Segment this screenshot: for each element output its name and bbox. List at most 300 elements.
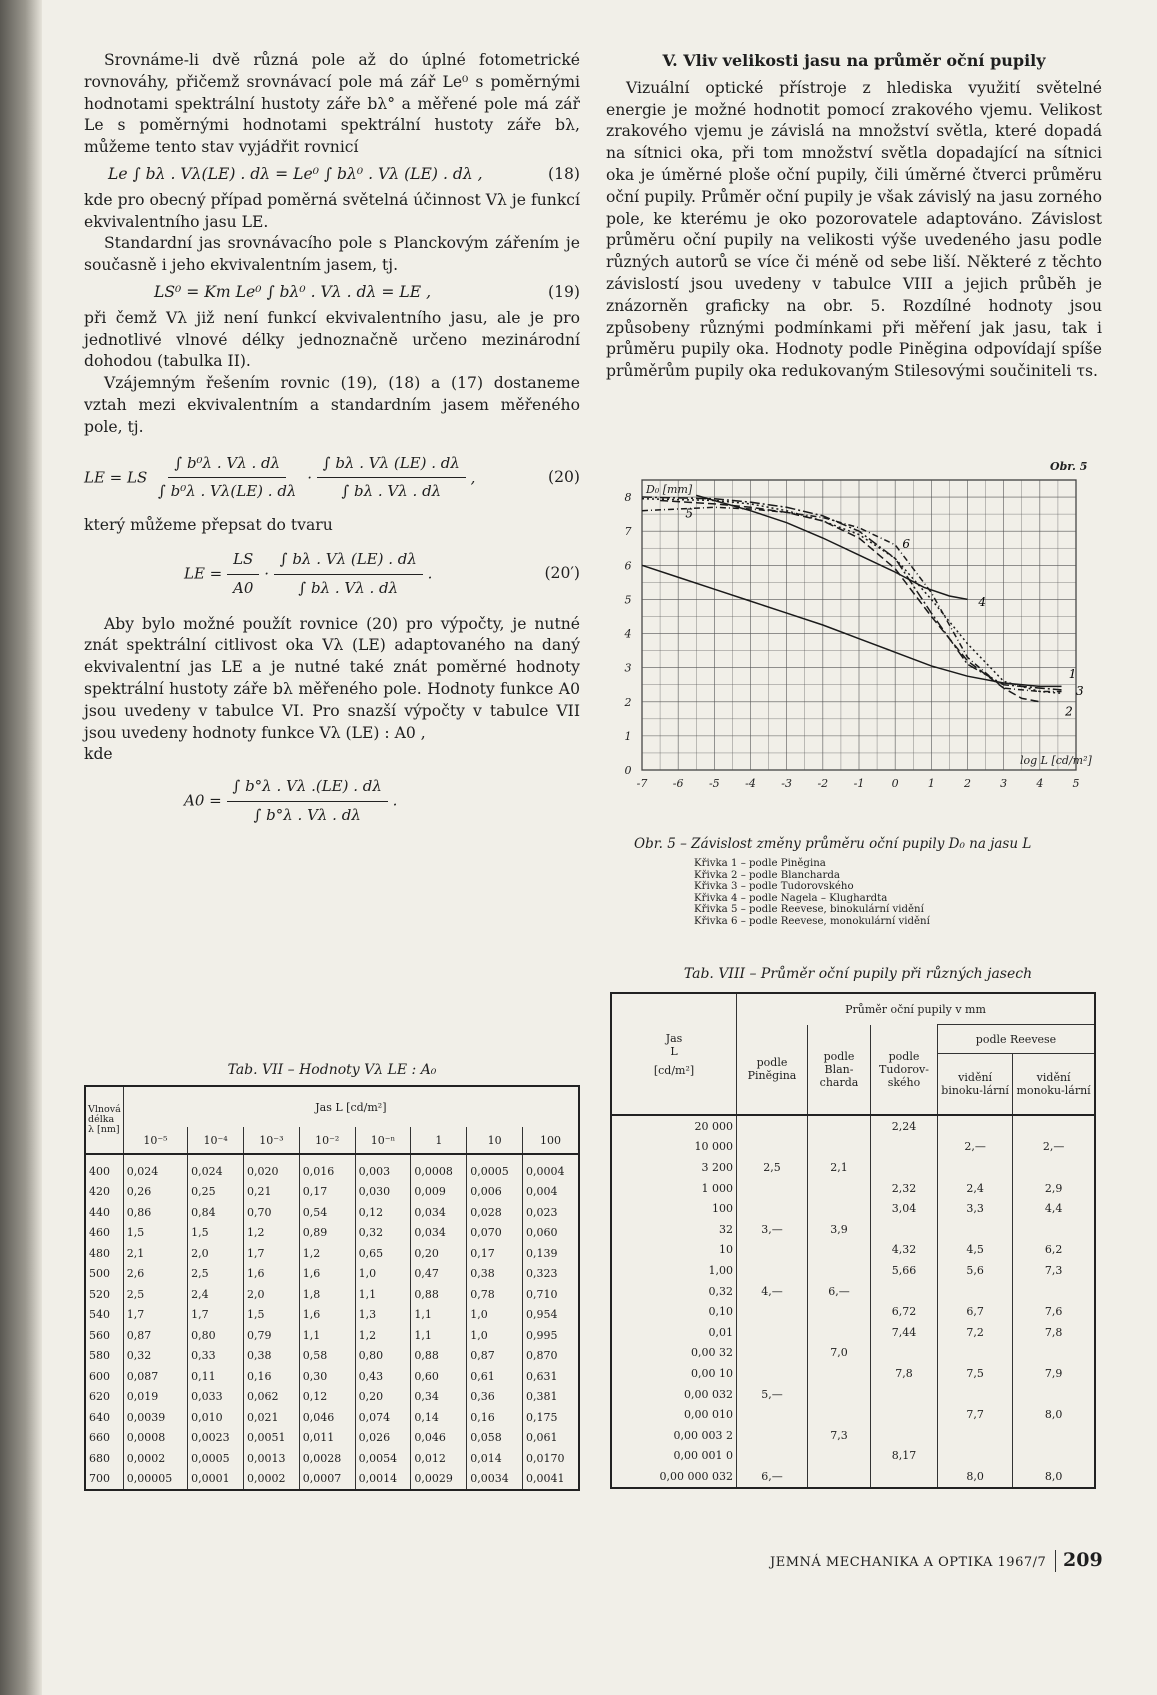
table-cell: 8,17: [871, 1446, 938, 1467]
table-cell: 6,2: [1013, 1240, 1095, 1261]
table-cell: [808, 1240, 871, 1261]
series-5-label: 5: [685, 506, 694, 521]
table-cell: [938, 1219, 1013, 1240]
table-cell: 1,3: [355, 1305, 411, 1326]
table-cell: 1,2: [355, 1325, 411, 1346]
table-cell: [1013, 1343, 1095, 1364]
table-row: [85, 1202, 579, 1223]
table-cell: 0,026: [355, 1428, 411, 1449]
y-axis-label: D₀ [mm]: [646, 483, 693, 496]
table-cell: 20 000: [611, 1115, 737, 1137]
table-cell: 540: [85, 1305, 123, 1326]
paragraph: Vizuální optické přístroje z hlediska využití světelné energie je možné hodnotit pomocí zrakového vjemu. Velikost zrakového vjemu je závislá na množství světla, které dopadá na sítnici oka, při tom množství světla dopadající na sítnici oka je úměrné ploše oční pupily, čili úměrné čtverci průměru oční pupily. Průměr oční pupily je však závislý na jasu zorného pole, ke kterému je oko pozorovatele adaptováno. Závislost průměru oční pupily na velikosti výše uvedeného jasu podle různých autorů se více či méně od sebe liší. Některé z těchto závislostí jsou uvedeny v tabulce VIII a jejich průběh je znázorněn graficky na obr. 5. Rozdílné hodnoty jsou způsobeny různými podmínkami při měření jak jasu, tak i průměru pupily oka. Hodnoty podle Piněgina odpovídají spíše průměrům pupily oka redukovaným Stilesovými součiniteli τs.: [606, 78, 1102, 381]
table-cell: [737, 1301, 808, 1322]
table-cell: 0,10: [611, 1301, 737, 1322]
table-cell: 4,32: [871, 1240, 938, 1261]
table-cell: 0,019: [123, 1387, 187, 1408]
table-row: [85, 1346, 579, 1367]
table-cell: 0,030: [355, 1182, 411, 1203]
table-cell: 0,046: [299, 1407, 355, 1428]
table-cell: 700: [85, 1469, 123, 1491]
table-cell: 0,009: [411, 1182, 467, 1203]
table-cell: [938, 1281, 1013, 1302]
table-cell: [871, 1343, 938, 1364]
table-cell: 0,00 010: [611, 1404, 737, 1425]
legend-entry: Křivka 2 – podle Blancharda: [694, 869, 840, 881]
table-cell: 0,12: [355, 1202, 411, 1223]
table-row: [85, 1154, 579, 1182]
table-cell: 7,0: [808, 1343, 871, 1364]
table-cell: 0,024: [188, 1154, 244, 1182]
series-1-line: [642, 565, 1062, 686]
x-tick-label: -3: [781, 777, 793, 790]
table-cell: [871, 1137, 938, 1158]
figure-5-chart: [620, 450, 1106, 810]
table-cell: 1,1: [411, 1325, 467, 1346]
table-cell: 1,00: [611, 1260, 737, 1281]
table-cell: 0,0014: [355, 1469, 411, 1491]
table-cell: 2,0: [243, 1284, 299, 1305]
table-cell: 0,139: [523, 1243, 579, 1264]
table-cell: 10: [611, 1240, 737, 1261]
table-cell: 8,0: [1013, 1404, 1095, 1425]
table-cell: 0,25: [188, 1182, 244, 1203]
table-vii-col: 10⁻²: [299, 1127, 355, 1154]
table-cell: 640: [85, 1407, 123, 1428]
table-cell: [808, 1137, 871, 1158]
table-cell: 0,54: [299, 1202, 355, 1223]
table-cell: [808, 1404, 871, 1425]
series-1-label: 1: [1068, 666, 1077, 681]
table-cell: 0,16: [467, 1407, 523, 1428]
table-cell: [737, 1322, 808, 1343]
table-cell: [737, 1446, 808, 1467]
table-cell: 0,061: [523, 1428, 579, 1449]
x-tick-label: -2: [817, 777, 829, 790]
table-vii-rowhead: Vlnová délka λ [nm]: [85, 1086, 123, 1154]
table-cell: 0,006: [467, 1182, 523, 1203]
table-vii-col: 10⁻⁴: [188, 1127, 244, 1154]
table-cell: 0,074: [355, 1407, 411, 1428]
table-cell: 0,0013: [243, 1448, 299, 1469]
equation-20: LE = LS $\frac{\text{∫ b⁰λ . Vλ . dλ}}{\text{∫ b⁰λ . Vλ(LE) . dλ}}$ · $\frac{\int b\lambda . V\lambda (LE) . d\lambda}{\int b\lambda . V\lambda . d\lambda}$ , (20): [84, 453, 580, 501]
table-viii-title: Tab. VIII – Průměr oční pupily při různých jasech: [683, 966, 1033, 982]
x-tick-label: -4: [745, 777, 756, 790]
table-cell: [737, 1425, 808, 1446]
table-viii-subgroup: podle Reevese: [938, 1025, 1096, 1054]
table-cell: 0,84: [188, 1202, 244, 1223]
table-cell: 0,32: [611, 1281, 737, 1302]
table-cell: 0,38: [243, 1346, 299, 1367]
table-cell: 1,0: [355, 1264, 411, 1285]
table-cell: 0,0023: [188, 1428, 244, 1449]
table-row: [611, 1363, 1095, 1384]
table-row: [85, 1284, 579, 1305]
table-cell: 4,—: [737, 1281, 808, 1302]
table-cell: [871, 1281, 938, 1302]
table-cell: 0,0002: [243, 1469, 299, 1491]
legend-entry: Křivka 5 – podle Reevese, binokulární vidění: [694, 904, 924, 916]
table-cell: 1,8: [299, 1284, 355, 1305]
table-cell: 0,30: [299, 1366, 355, 1387]
table-cell: 0,028: [467, 1202, 523, 1223]
table-cell: 1,5: [243, 1305, 299, 1326]
table-cell: 0,012: [411, 1448, 467, 1469]
table-cell: 1,1: [299, 1325, 355, 1346]
table-viii-col: podle Tudorov-ského: [871, 1025, 938, 1116]
table-cell: 0,023: [523, 1202, 579, 1223]
table-cell: 0,00 032: [611, 1384, 737, 1405]
table-cell: 0,0034: [467, 1469, 523, 1491]
table-cell: 660: [85, 1428, 123, 1449]
table-cell: 1,6: [299, 1264, 355, 1285]
table-cell: 0,38: [467, 1264, 523, 1285]
table-cell: 0,26: [123, 1182, 187, 1203]
table-cell: [808, 1363, 871, 1384]
table-row: [611, 1446, 1095, 1467]
x-tick-label: 3: [1000, 777, 1008, 790]
table-cell: 10 000: [611, 1137, 737, 1158]
table-cell: 0,88: [411, 1346, 467, 1367]
table-cell: 0,87: [467, 1346, 523, 1367]
table-row: [85, 1387, 579, 1408]
table-cell: [808, 1198, 871, 1219]
table-viii-group: Průměr oční pupily v mm: [737, 993, 1096, 1025]
table-cell: 0,021: [243, 1407, 299, 1428]
table-cell: 0,004: [523, 1182, 579, 1203]
table-cell: 0,80: [188, 1325, 244, 1346]
page-number: 209: [1063, 1549, 1103, 1571]
table-cell: 32: [611, 1219, 737, 1240]
table-cell: 0,32: [355, 1223, 411, 1244]
table-cell: 0,17: [299, 1182, 355, 1203]
table-cell: 7,8: [871, 1363, 938, 1384]
table-cell: 2,4: [938, 1178, 1013, 1199]
table-cell: 8,0: [1013, 1466, 1095, 1488]
table-cell: 0,58: [299, 1346, 355, 1367]
right-column: [606, 50, 1102, 383]
x-axis-label: log L [cd/m²]: [1020, 754, 1092, 767]
x-tick-label: -1: [853, 777, 865, 790]
legend-entry: Křivka 3 – podle Tudorovského: [694, 881, 854, 893]
table-cell: 2,9: [1013, 1178, 1095, 1199]
table-cell: [938, 1343, 1013, 1364]
table-cell: 0,78: [467, 1284, 523, 1305]
table-cell: 0,47: [411, 1264, 467, 1285]
table-cell: 0,36: [467, 1387, 523, 1408]
left-column: [84, 50, 580, 837]
table-row: [611, 1322, 1095, 1343]
table-cell: 1,6: [243, 1264, 299, 1285]
table-cell: 0,11: [188, 1366, 244, 1387]
x-tick-label: 2: [964, 777, 971, 790]
table-vii-colgroup: Jas L [cd/m²]: [123, 1086, 579, 1127]
y-tick-label: 0: [624, 764, 632, 777]
table-cell: 0,046: [411, 1428, 467, 1449]
legend-entry: Křivka 6 – podle Reevese, monokulární vidění: [694, 915, 930, 927]
table-cell: 0,381: [523, 1387, 579, 1408]
y-tick-label: 7: [624, 525, 632, 539]
legend-entry: Křivka 4 – podle Nagela – Klughardta: [694, 892, 888, 904]
table-cell: [1013, 1446, 1095, 1467]
table-cell: 8,0: [938, 1466, 1013, 1488]
table-row: [85, 1469, 579, 1491]
legend-entry: Křivka 1 – podle Piněgina: [694, 858, 826, 869]
series-4-line: [696, 495, 967, 599]
table-cell: [1013, 1425, 1095, 1446]
x-tick-label: 4: [1036, 777, 1044, 790]
table-cell: 0,323: [523, 1264, 579, 1285]
paragraph: kde pro obecný případ poměrná světelná účinnost Vλ je funkcí ekvivalentního jasu LE.: [84, 190, 580, 231]
table-viii-col: podle Pinĕgina: [737, 1025, 808, 1116]
section-heading: V. Vliv velikosti jasu na průměr oční pupily: [662, 51, 1046, 70]
x-tick-label: -5: [708, 777, 720, 790]
table-row: [611, 1343, 1095, 1364]
table-cell: 3,04: [871, 1198, 938, 1219]
table-cell: 420: [85, 1182, 123, 1203]
table-cell: 0,014: [467, 1448, 523, 1469]
table-cell: 1,0: [467, 1305, 523, 1326]
table-cell: 6,72: [871, 1301, 938, 1322]
table-cell: 0,995: [523, 1325, 579, 1346]
table-vii-title: Tab. VII – Hodnoty Vλ LE : A₀: [227, 1062, 437, 1078]
table-row: [611, 1198, 1095, 1219]
table-cell: 0,010: [188, 1407, 244, 1428]
series-4-label: 4: [978, 595, 986, 610]
table-cell: 7,6: [1013, 1301, 1095, 1322]
table-cell: 0,0054: [355, 1448, 411, 1469]
table-cell: 0,89: [299, 1223, 355, 1244]
table-cell: 0,631: [523, 1366, 579, 1387]
equation-18: Le ∫ bλ . Vλ(LE) . dλ = Le⁰ ∫ bλ⁰ . Vλ (LE) . dλ , (18): [108, 164, 580, 183]
table-cell: 0,060: [523, 1223, 579, 1244]
table-row: [85, 1407, 579, 1428]
table-viii: [610, 992, 1096, 1489]
table-cell: 3 200: [611, 1157, 737, 1178]
table-cell: 0,024: [123, 1154, 187, 1182]
table-cell: 0,00 32: [611, 1343, 737, 1364]
y-tick-label: 3: [624, 661, 632, 675]
table-cell: 2,0: [188, 1243, 244, 1264]
table-cell: 3,—: [737, 1219, 808, 1240]
table-cell: 0,011: [299, 1428, 355, 1449]
table-cell: 0,0028: [299, 1448, 355, 1469]
table-cell: 0,20: [355, 1387, 411, 1408]
table-cell: [737, 1115, 808, 1137]
table-cell: 0,12: [299, 1387, 355, 1408]
table-cell: 2,1: [808, 1157, 871, 1178]
table-cell: 1,2: [243, 1223, 299, 1244]
table-cell: [938, 1115, 1013, 1137]
table-vii: [84, 1085, 580, 1491]
table-cell: [938, 1425, 1013, 1446]
table-cell: 0,0001: [188, 1469, 244, 1491]
paragraph: Srovnáme-li dvě různá pole až do úplné fotometrické rovnováhy, přičemž srovnávací pole má zář Le⁰ s poměrnými hodnotami spektrální hustoty záře bλ° a měřené pole má zář Le s poměrnými hodnotami spektrální hustoty záře bλ, můžeme tento stav vyjádřit rovnicí: [84, 51, 580, 157]
table-cell: 7,7: [938, 1404, 1013, 1425]
table-cell: [808, 1322, 871, 1343]
table-cell: 4,5: [938, 1240, 1013, 1261]
paragraph: kde: [84, 745, 113, 764]
table-cell: 0,0170: [523, 1448, 579, 1469]
table-cell: 0,710: [523, 1284, 579, 1305]
table-cell: 0,0008: [411, 1154, 467, 1182]
y-tick-label: 6: [624, 559, 632, 573]
table-cell: [808, 1384, 871, 1405]
table-cell: 7,2: [938, 1322, 1013, 1343]
table-cell: 2,32: [871, 1178, 938, 1199]
table-vii-col: 10⁻ⁿ: [355, 1127, 411, 1154]
paragraph: Vzájemným řešením rovnic (19), (18) a (17) dostaneme vztah mezi ekvivalentním a standardním jasem měřeného pole, tj.: [84, 374, 580, 436]
table-cell: 0,01: [611, 1322, 737, 1343]
table-cell: 0,00 003 2: [611, 1425, 737, 1446]
table-cell: 0,0004: [523, 1154, 579, 1182]
table-cell: 0,062: [243, 1387, 299, 1408]
table-row: [611, 1115, 1095, 1137]
table-cell: [871, 1157, 938, 1178]
table-cell: [808, 1466, 871, 1488]
x-tick-label: 5: [1072, 777, 1080, 790]
chart-title: Obr. 5: [1050, 460, 1088, 473]
table-cell: 0,00 001 0: [611, 1446, 737, 1467]
table-cell: [737, 1240, 808, 1261]
table-cell: 1 000: [611, 1178, 737, 1199]
table-cell: 600: [85, 1366, 123, 1387]
table-row: [85, 1223, 579, 1244]
table-cell: 0,79: [243, 1325, 299, 1346]
table-cell: 0,0029: [411, 1469, 467, 1491]
table-cell: [737, 1404, 808, 1425]
table-cell: 0,86: [123, 1202, 187, 1223]
equation-20-prime: LE = $\frac{LS}{A0}$ · $\frac{\int b\lambda . V\lambda (LE) . d\lambda}{\int b\lambda . V\lambda . d\lambda}$ . (20′): [184, 549, 580, 597]
figure-5-legend: [694, 858, 1094, 928]
table-cell: [1013, 1219, 1095, 1240]
table-cell: [808, 1178, 871, 1199]
table-cell: 1,1: [355, 1284, 411, 1305]
table-row: [611, 1384, 1095, 1405]
table-cell: [938, 1384, 1013, 1405]
table-cell: 0,016: [299, 1154, 355, 1182]
table-row: [85, 1305, 579, 1326]
table-cell: 2,6: [123, 1264, 187, 1285]
table-viii-col: vidění binoku-lární: [938, 1054, 1013, 1116]
table-cell: 1,2: [299, 1243, 355, 1264]
paragraph: Aby bylo možné použít rovnice (20) pro výpočty, je nutné znát spektrální citlivost oka Vλ (LE) adaptovaného na daný ekvivalentní jas LE a je nutné také znát poměrné hodnoty spektrální hustoty záře bλ měřeného pole. Hodnoty funkce A0 jsou uvedeny v tabulce VI. Pro snazší výpočty v tabulce VII jsou uvedeny hodnoty funkce Vλ (LE) : A0 ,: [84, 614, 580, 742]
series-6-label: 6: [902, 537, 911, 552]
figure-5-caption: Obr. 5 – Závislost změny průměru oční pupily D₀ na jasu L: [634, 836, 1032, 852]
table-cell: [808, 1115, 871, 1137]
table-cell: 560: [85, 1325, 123, 1346]
table-cell: 0,0005: [467, 1154, 523, 1182]
table-cell: 2,24: [871, 1115, 938, 1137]
table-vii-col: 10⁻³: [243, 1127, 299, 1154]
table-cell: 0,60: [411, 1366, 467, 1387]
table-cell: 0,00 10: [611, 1363, 737, 1384]
table-cell: 5,6: [938, 1260, 1013, 1281]
table-row: [85, 1243, 579, 1264]
table-cell: 680: [85, 1448, 123, 1469]
table-row: [85, 1182, 579, 1203]
table-cell: 7,3: [808, 1425, 871, 1446]
table-cell: 0,80: [355, 1346, 411, 1367]
table-cell: 7,8: [1013, 1322, 1095, 1343]
table-cell: 500: [85, 1264, 123, 1285]
binding-strip: [0, 0, 42, 1695]
table-cell: 2,5: [737, 1157, 808, 1178]
table-cell: 7,3: [1013, 1260, 1095, 1281]
table-cell: 2,1: [123, 1243, 187, 1264]
table-cell: 5,66: [871, 1260, 938, 1281]
table-cell: 0,003: [355, 1154, 411, 1182]
equation-19: LS⁰ = Km Le⁰ ∫ bλ⁰ . Vλ . dλ = LE , (19): [154, 282, 580, 301]
table-row: [611, 1260, 1095, 1281]
table-cell: [871, 1219, 938, 1240]
table-cell: 1,5: [123, 1223, 187, 1244]
table-viii-jas-head: Jas L [cd/m²]: [611, 993, 737, 1115]
table-cell: [808, 1260, 871, 1281]
table-cell: 0,21: [243, 1182, 299, 1203]
series-3-label: 3: [1076, 683, 1084, 698]
table-cell: [737, 1178, 808, 1199]
table-cell: [1013, 1384, 1095, 1405]
table-cell: 6,—: [808, 1281, 871, 1302]
table-cell: [737, 1260, 808, 1281]
table-cell: [808, 1301, 871, 1322]
table-viii-col: vidění monoku-lární: [1013, 1054, 1095, 1116]
table-cell: 0,34: [411, 1387, 467, 1408]
table-cell: 400: [85, 1154, 123, 1182]
footer-rule: [1055, 1550, 1056, 1572]
table-viii-col: podle Blan-charda: [808, 1025, 871, 1116]
table-row: [611, 1281, 1095, 1302]
table-cell: 0,17: [467, 1243, 523, 1264]
table-cell: [1013, 1115, 1095, 1137]
table-cell: 480: [85, 1243, 123, 1264]
table-cell: 0,0039: [123, 1407, 187, 1428]
y-tick-label: 2: [624, 695, 632, 709]
table-cell: 7,9: [1013, 1363, 1095, 1384]
y-tick-label: 8: [624, 491, 632, 505]
table-vii-col: 10: [467, 1127, 523, 1154]
table-row: [85, 1428, 579, 1449]
table-cell: 0,0041: [523, 1469, 579, 1491]
table-row: [611, 1219, 1095, 1240]
table-cell: 0,034: [411, 1202, 467, 1223]
table-cell: [871, 1466, 938, 1488]
table-row: [85, 1264, 579, 1285]
table-cell: 6,7: [938, 1301, 1013, 1322]
table-cell: 0,0007: [299, 1469, 355, 1491]
table-cell: 4,4: [1013, 1198, 1095, 1219]
table-row: [611, 1404, 1095, 1425]
table-row: [85, 1325, 579, 1346]
table-cell: 2,5: [188, 1264, 244, 1285]
table-cell: [871, 1425, 938, 1446]
table-cell: 1,7: [123, 1305, 187, 1326]
x-tick-label: -6: [672, 777, 684, 790]
table-cell: [938, 1446, 1013, 1467]
table-cell: 0,870: [523, 1346, 579, 1367]
table-cell: [871, 1384, 938, 1405]
table-cell: [1013, 1281, 1095, 1302]
table-cell: [737, 1343, 808, 1364]
table-cell: 460: [85, 1223, 123, 1244]
table-cell: 3,3: [938, 1198, 1013, 1219]
equation-a0: A0 = $\frac{\int b^\circ\lambda . V\lambda .(LE) . d\lambda}{\int b^\circ\lambda . V\lambda . d\lambda}$ .: [184, 777, 398, 824]
table-cell: 1,6: [299, 1305, 355, 1326]
table-vii-col: 10⁻⁵: [123, 1127, 187, 1154]
table-row: [611, 1240, 1095, 1261]
footer-journal: JEMNÁ MECHANIKA A OPTIKA 1967/7: [770, 1555, 1047, 1570]
